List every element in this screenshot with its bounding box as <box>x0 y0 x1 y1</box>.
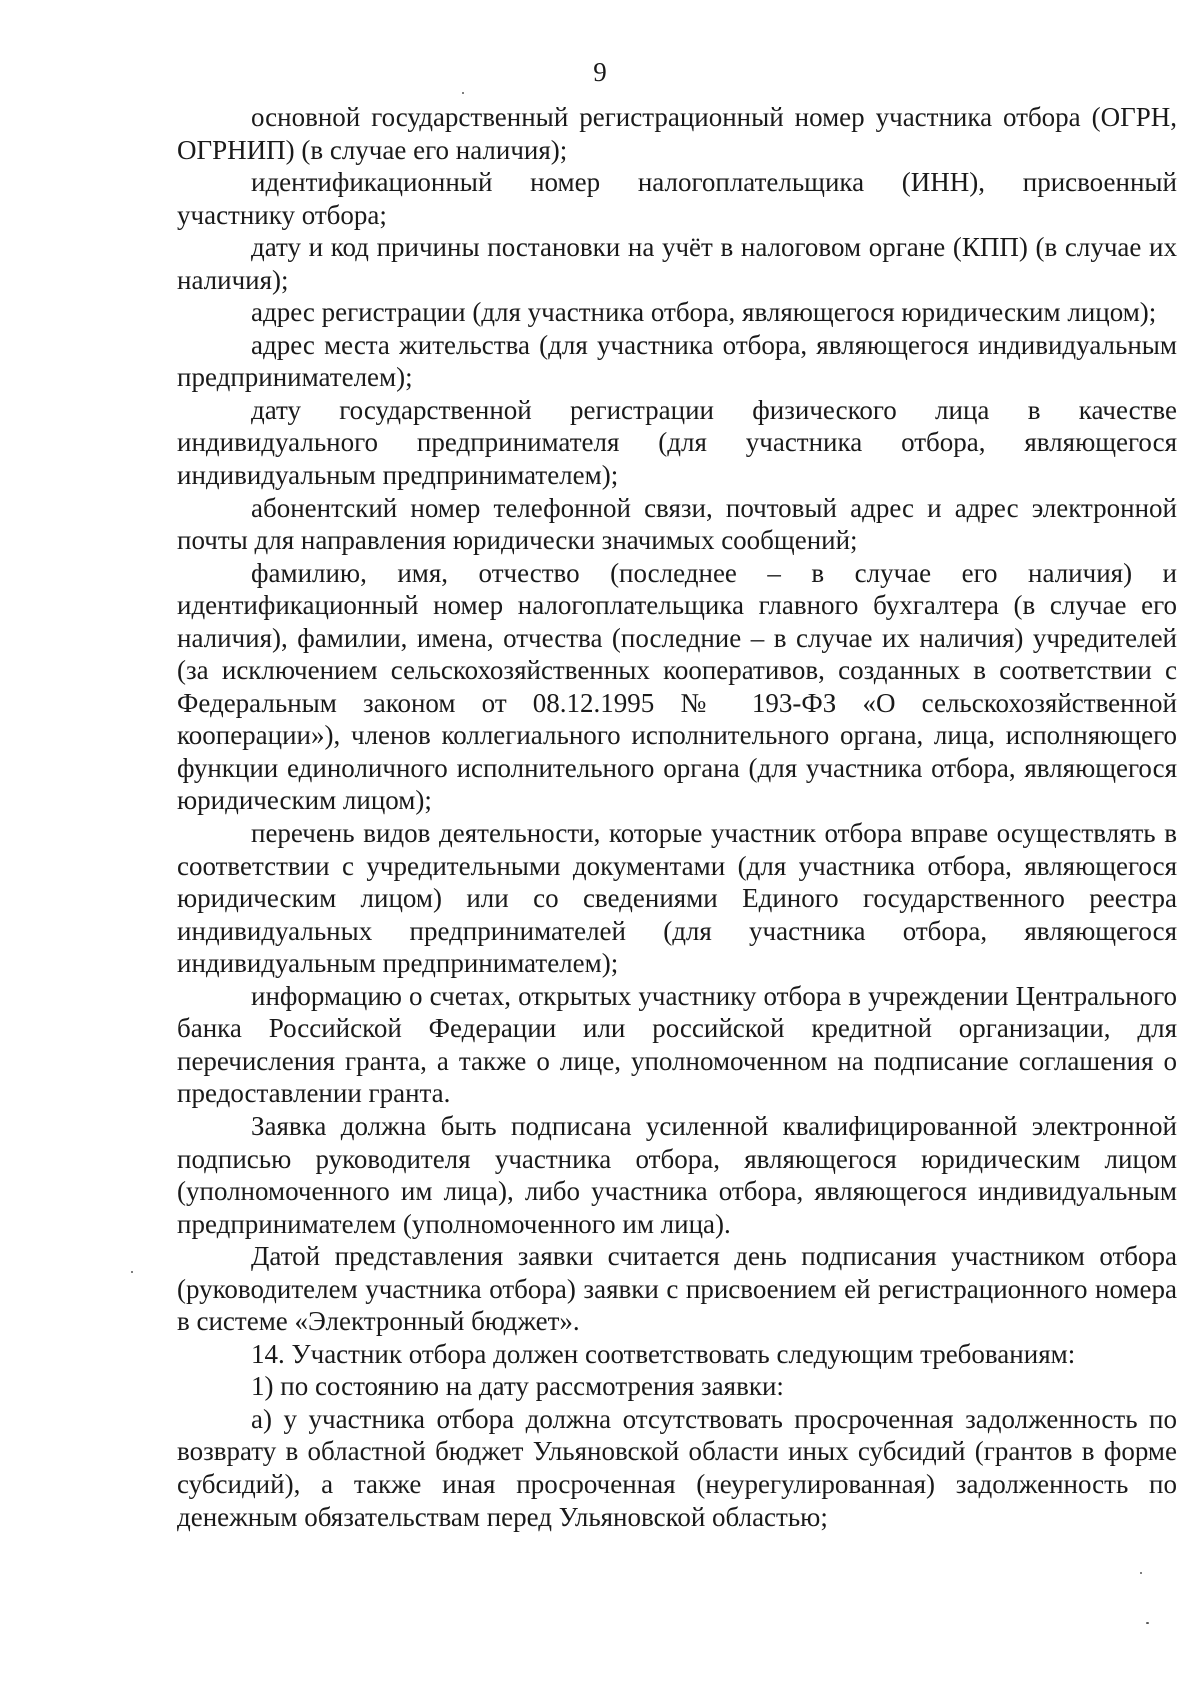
paragraph-inn: идентификационный номер налогоплательщика (ИНН), присвоенный участнику отбора; <box>177 167 1177 230</box>
scan-speck <box>131 1271 133 1273</box>
paragraph-residence-address: адрес места жительства (для участника отбора, являющегося индивидуальным предпринимателем); <box>177 329 1177 393</box>
paragraph-activities: перечень видов деятельности, которые участник отбора вправе осуществлять в соответствии с учредительными документами (для участника отбора, являющегося юридическим лицом) или со сведениями Единого государственного реестра индивидуальных предпринимателей (для участника отбора, являющегося индивидуальным предпринимателем); <box>177 818 1177 979</box>
page-number: 9 <box>593 57 607 87</box>
paragraph-ogrn: основной государственный регистрационный номер участника отбора (ОГРН, ОГРНИП) (в случае его наличия); <box>177 102 1177 165</box>
paragraph-kpp: дату и код причины постановки на учёт в налоговом органе (КПП) (в случае их наличия); <box>177 232 1177 295</box>
paragraph-requirements-item-1: 1) по состоянию на дату рассмотрения заявки: <box>251 1371 784 1402</box>
paragraph-requirements-heading: 14. Участник отбора должен соответствовать следующим требованиям: <box>251 1338 1076 1369</box>
paragraph-registration-address: адрес регистрации (для участника отбора, являющегося юридическим лицом); <box>251 297 1157 328</box>
scan-speck <box>462 92 464 94</box>
paragraph-contacts: абонентский номер телефонной связи, почтовый адрес и адрес электронной почты для направления юридически значимых сообщений; <box>177 492 1177 556</box>
paragraph-registration-date: дату государственной регистрации физического лица в качестве индивидуального предпринимателя (для участника отбора, являющегося индивидуальным предпринимателем); <box>177 394 1177 491</box>
paragraph-founders: фамилию, имя, отчество (последнее – в случае его наличия) и идентификационный номер налогоплательщика главного бухгалтера (в случае его наличия), фамилии, имена, отчества (последние – в случае их наличия) учредителей (за исключением сельскохозяйственных кооперативов, созданных в соответствии с Федеральным законом от 08.12.1995 № 193-ФЗ «О сельскохозяйственной кооперации»), членов коллегиального исполнительного органа, лица, исполняющего функции единоличного исполнительного органа (для участника отбора, являющегося юридическим лицом); <box>177 557 1177 816</box>
document-body <box>177 101 1177 1533</box>
paragraph-accounts: информацию о счетах, открытых участнику отбора в учреждении Центрального банка Российской Федерации или российской кредитной организации, для перечисления гранта, а также о лице, уполномоченном на подписание соглашения о предоставлении гранта. <box>177 980 1177 1109</box>
scan-speck <box>1146 1622 1149 1624</box>
paragraph-signature: Заявка должна быть подписана усиленной квалифицированной электронной подписью руководителя участника отбора, являющегося юридическим лицом (уполномоченного им лица), либо участника отбора, являющегося индивидуальным предпринимателем (уполномоченного им лица). <box>177 1110 1177 1239</box>
scan-speck <box>1140 1572 1142 1574</box>
paragraph-requirements-item-1a: а) у участника отбора должна отсутствовать просроченная задолженность по возврату в областной бюджет Ульяновской области иных субсидий (грантов в форме субсидий), а также иная просроченная (неурегулированная) задолженность по денежным обязательствам перед Ульяновской областью; <box>177 1403 1177 1532</box>
paragraph-submission-date: Датой представления заявки считается день подписания участником отбора (руководителем участника отбора) заявки с присвоением ей регистрационного номера в системе «Электронный бюджет». <box>177 1241 1177 1337</box>
